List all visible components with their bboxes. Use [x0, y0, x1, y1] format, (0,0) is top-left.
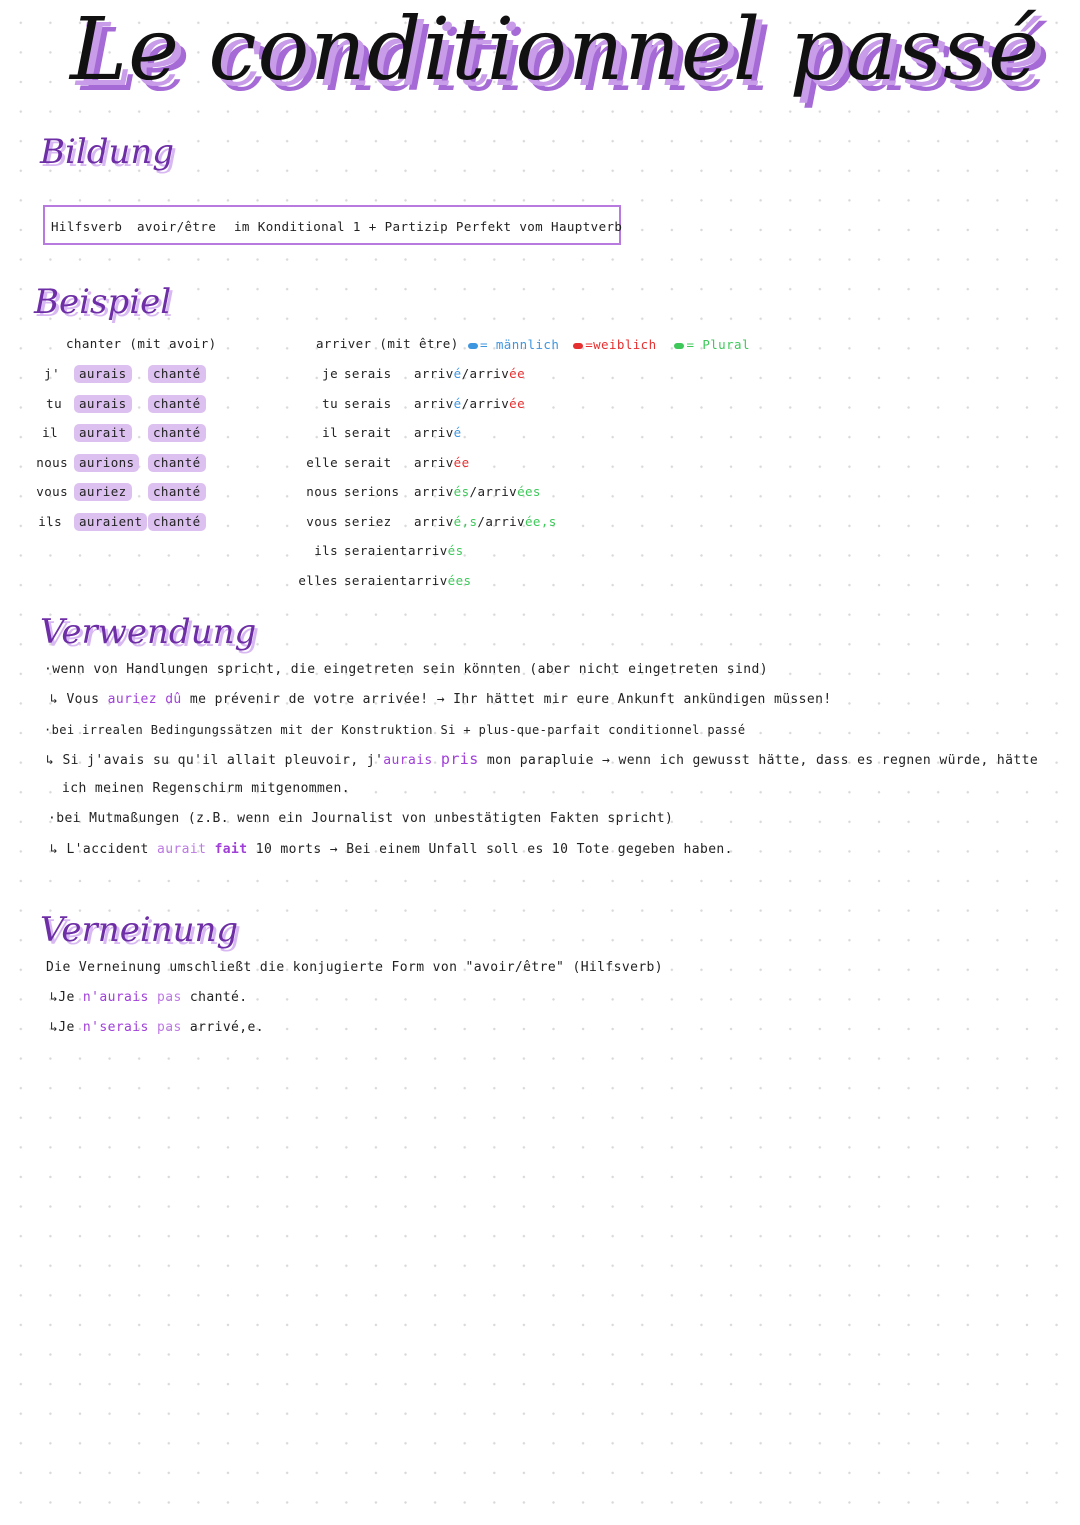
verneinung-example-1 — [50, 990, 248, 1005]
gender-legend — [468, 337, 750, 352]
verwendung-line-6: ·bei Mutmaßungen (z.B. wenn ein Journalist von unbestätigten Fakten spricht) — [48, 811, 674, 826]
bildung-box-text-2: avoir/être — [137, 219, 217, 234]
arriver-pronoun: vous — [306, 513, 338, 529]
arriver-part-stem2: arriv — [485, 513, 525, 529]
verneinung-ex1-aux: n'aurais — [82, 990, 149, 1005]
legend-male: = männlich — [480, 337, 560, 352]
arriver-participle — [408, 543, 464, 558]
verwendung-line-3: ·bei irrealen Bedingungssätzen mit der Konstruktion Si + plus-que-parfait conditionnel passé — [44, 723, 746, 737]
arriver-aux: serait — [344, 454, 392, 470]
arriver-part-e2: ée — [509, 366, 526, 381]
arriver-aux: serais — [344, 366, 392, 381]
arriver-part-e1: és — [453, 484, 470, 499]
female-dot-icon — [573, 343, 583, 349]
verwendung-line-4 — [46, 750, 1038, 768]
chanter-pronoun: il — [42, 425, 58, 440]
arriver-pronoun: elles — [298, 572, 338, 588]
arriver-part-e1: é — [453, 395, 462, 411]
beispiel-heading: Beispiel — [34, 282, 172, 322]
arriver-part-stem1: arriv — [414, 366, 454, 381]
chanter-participle: chanté — [148, 365, 206, 383]
arriver-aux: seraient — [344, 543, 408, 558]
legend-female: =weiblich — [585, 337, 657, 352]
chanter-pronoun: ils — [38, 513, 62, 529]
chanter-aux: aurions — [74, 454, 139, 472]
arriver-part-e1: ée — [453, 454, 470, 470]
verneinung-example-2 — [50, 1020, 264, 1035]
chanter-pronoun: j' — [44, 366, 60, 381]
arriver-part-stem2: arriv — [469, 395, 510, 411]
arriver-aux: serais — [344, 395, 392, 411]
bildung-box-text-1: Hilfsverb — [51, 219, 123, 234]
verwendung-l7-participle: fait — [214, 842, 248, 857]
verwendung-l2-rest: me prévenir de votre arrivée! → Ihr hättet mir eure Ankunft ankündigen müssen! — [189, 692, 832, 707]
verneinung-line-1: Die Verneinung umschließt die konjugierte Form von "avoir/être" (Hilfsverb) — [46, 960, 663, 975]
arriver-pronoun: elle — [306, 454, 338, 470]
chanter-participle: chanté — [148, 483, 206, 501]
verwendung-l4-part-1: ↳ Si j'avais su qu'il allait pleuvoir, j' — [46, 753, 384, 768]
arriver-part-stem1: arriv — [408, 572, 448, 588]
arriver-part-e1: é,s — [453, 513, 478, 529]
arriver-part-e2: ée — [509, 395, 526, 411]
chanter-participle: chanté — [148, 395, 206, 413]
arriver-participle — [414, 514, 557, 529]
verwendung-l4-participle: pris — [440, 750, 479, 768]
arriver-part-e1: és — [447, 543, 464, 558]
arriver-part-stem1: arriv — [414, 395, 454, 411]
arriver-pronoun: ils — [314, 543, 338, 558]
arriver-participle — [414, 484, 541, 499]
arriver-participle — [414, 396, 525, 411]
arriver-pronoun: tu — [322, 395, 338, 411]
chanter-aux: aurait — [74, 424, 132, 442]
arriver-part-e1: é — [453, 425, 462, 440]
chanter-aux: auriez — [74, 483, 132, 501]
arriver-part-e2: ée,s — [525, 513, 557, 529]
legend-plural: = Plural — [686, 337, 750, 352]
chanter-participle: chanté — [148, 454, 206, 472]
chanter-aux: aurais — [74, 365, 132, 383]
arriver-part-e1: é — [453, 366, 462, 381]
verneinung-ex2-subject: ↳Je — [50, 1020, 75, 1035]
arriver-pronoun: nous — [306, 484, 338, 499]
arriver-part-stem1: arriv — [408, 543, 448, 558]
verwendung-line-2 — [50, 692, 832, 707]
arriver-pronoun: je — [322, 366, 338, 381]
arriver-participle — [414, 425, 462, 440]
page-title: Le conditionnel passé — [70, 0, 1041, 100]
verwendung-l4-aux: aurais — [383, 753, 433, 768]
arriver-part-stem1: arriv — [414, 513, 454, 529]
arriver-part-stem1: arriv — [414, 425, 454, 440]
arriver-part-sep: / — [477, 513, 486, 529]
verwendung-l4-part-2: mon parapluie → wenn ich gewusst hätte, dass es regnen würde, hätte — [486, 753, 1039, 768]
verneinung-ex1-neg: pas — [156, 990, 182, 1005]
bildung-heading: Bildung — [40, 132, 175, 172]
verwendung-heading: Verwendung — [40, 612, 257, 652]
arriver-aux: serions — [344, 484, 400, 499]
bildung-box — [43, 205, 621, 245]
arriver-part-sep: / — [461, 395, 470, 411]
arriver-participle — [414, 455, 470, 470]
bildung-box-text-3: im Konditional 1 + Partizip Perfekt vom Hauptverb — [234, 219, 623, 234]
arriver-part-stem1: arriv — [414, 484, 454, 499]
arriver-header: arriver (mit être) — [316, 336, 459, 351]
chanter-participle: chanté — [148, 513, 206, 531]
verneinung-heading: Verneinung — [40, 910, 239, 950]
arriver-aux: seraient — [344, 572, 408, 588]
verwendung-l2-verb: auriez dû — [107, 692, 182, 707]
arriver-part-stem2: arriv — [477, 484, 518, 499]
chanter-pronoun: vous — [36, 484, 68, 499]
arriver-part-stem1: arriv — [414, 454, 454, 470]
male-dot-icon — [468, 343, 478, 349]
arriver-part-sep: / — [469, 484, 478, 499]
verneinung-ex2-aux: n'serais — [82, 1020, 149, 1035]
verwendung-l2-prefix: ↳ Vous — [50, 692, 100, 707]
verwendung-line-7 — [50, 842, 733, 857]
arriver-part-e1: ées — [447, 572, 472, 588]
chanter-participle: chanté — [148, 424, 206, 442]
verwendung-line-1: ·wenn von Handlungen spricht, die eingetreten sein könnten (aber nicht eingetreten sind) — [44, 662, 768, 677]
arriver-pronoun: il — [322, 425, 338, 440]
verwendung-l7-rest: 10 morts → Bei einem Unfall soll es 10 Tote gegeben haben. — [255, 842, 733, 857]
chanter-pronoun: tu — [46, 395, 62, 411]
arriver-part-e2: ées — [517, 484, 541, 499]
chanter-header: chanter (mit avoir) — [66, 336, 217, 351]
plural-dot-icon — [674, 343, 684, 349]
verneinung-ex2-neg: pas — [156, 1020, 182, 1035]
verwendung-l7-prefix: ↳ L'accident — [50, 842, 149, 857]
arriver-part-sep: / — [461, 366, 470, 381]
verneinung-ex2-participle: arrivé,e. — [189, 1020, 264, 1035]
chanter-aux: aurais — [74, 395, 132, 413]
verwendung-l7-aux: aurait — [156, 842, 207, 857]
arriver-participle — [414, 366, 525, 381]
verwendung-line-5: ich meinen Regenschirm mitgenommen. — [62, 781, 350, 796]
chanter-aux: auraient — [74, 513, 147, 531]
arriver-part-stem2: arriv — [469, 366, 510, 381]
arriver-participle — [408, 573, 471, 588]
arriver-aux: seriez — [344, 513, 392, 529]
chanter-pronoun: nous — [36, 454, 68, 470]
verneinung-ex1-subject: ↳Je — [50, 990, 75, 1005]
verneinung-ex1-participle: chanté. — [189, 990, 248, 1005]
arriver-aux: serait — [344, 425, 392, 440]
